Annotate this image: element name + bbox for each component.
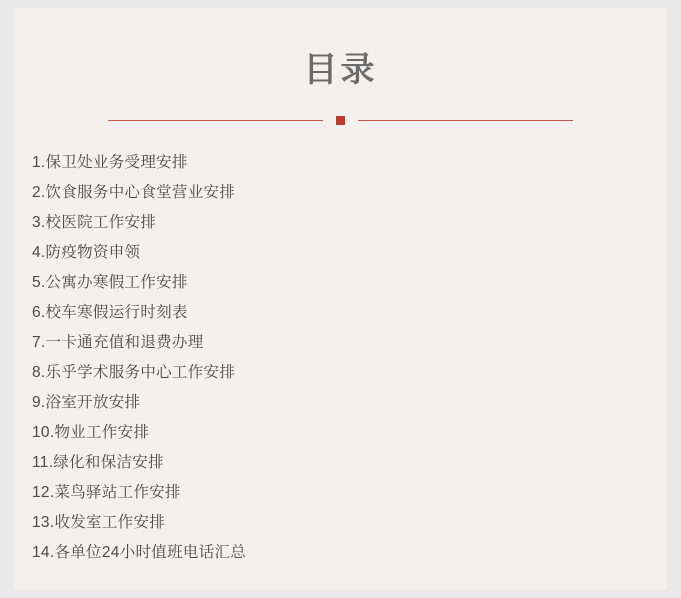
list-item[interactable]: 11.绿化和保洁安排 (32, 454, 164, 471)
list-item[interactable]: 10.物业工作安排 (32, 424, 150, 441)
divider-line-right (358, 120, 573, 121)
list-item[interactable]: 13.收发室工作安排 (32, 514, 166, 531)
list-item[interactable]: 4.防疫物资申领 (32, 244, 141, 261)
table-of-contents (14, 148, 667, 568)
list-item[interactable]: 6.校车寒假运行时刻表 (32, 304, 188, 321)
list-item[interactable]: 14.各单位24小时值班电话汇总 (32, 544, 247, 561)
divider-line-left (108, 120, 323, 121)
title-divider (14, 114, 667, 126)
list-item[interactable]: 9.浴室开放安排 (32, 394, 141, 411)
divider-dot-icon (336, 116, 345, 125)
document-page (14, 8, 667, 590)
list-item[interactable]: 1.保卫处业务受理安排 (32, 154, 188, 171)
title-block (14, 8, 667, 126)
list-item[interactable]: 7.一卡通充值和退费办理 (32, 334, 204, 351)
list-item[interactable]: 8.乐乎学术服务中心工作安排 (32, 364, 236, 381)
list-item[interactable]: 12.菜鸟驿站工作安排 (32, 484, 181, 501)
page-title: 目录 (303, 51, 378, 89)
list-item[interactable]: 5.公寓办寒假工作安排 (32, 274, 188, 291)
list-item[interactable]: 2.饮食服务中心食堂营业安排 (32, 184, 236, 201)
list-item[interactable]: 3.校医院工作安排 (32, 214, 157, 231)
